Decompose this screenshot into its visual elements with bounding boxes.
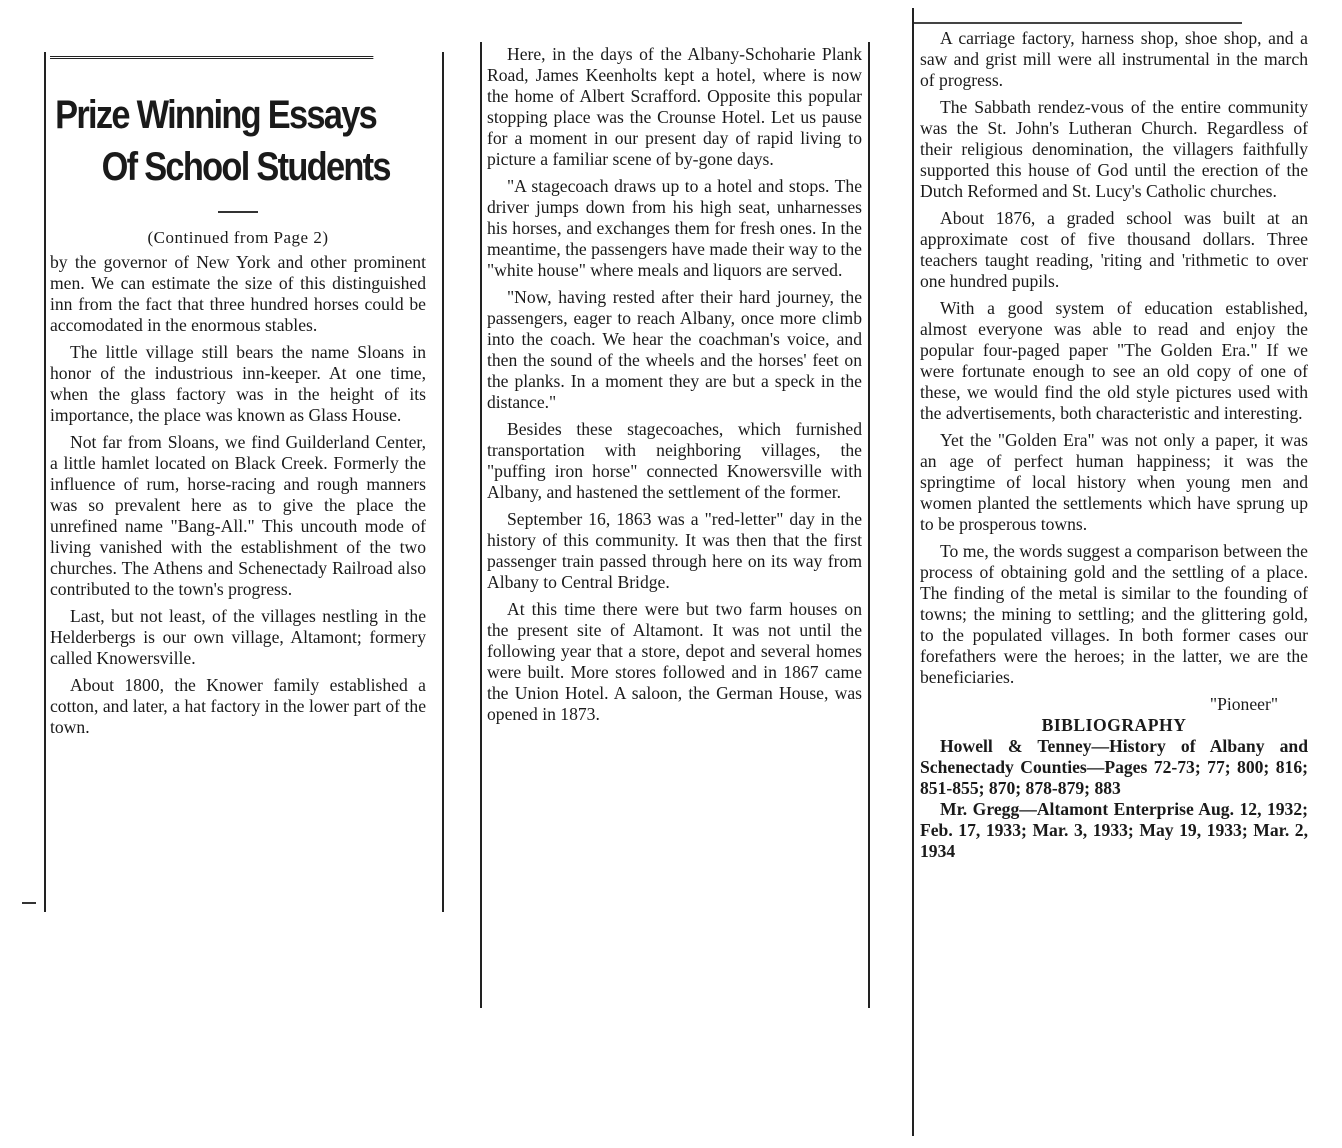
article-column-3 (912, 8, 1312, 1136)
paragraph: Besides these stagecoaches, which furnished transportation with neighboring villages, the "puffing iron horse" connected Knowersville with Albany, and hastened the settlement of the former. (487, 419, 862, 502)
headline-line-2: Of School Students (101, 145, 390, 189)
bibliography-entry: Mr. Gregg—Altamont Enterprise Aug. 12, 1932; Feb. 17, 1933; Mar. 3, 1933; May 19, 1933; Mar. 2, 1934 (920, 799, 1308, 861)
paragraph: At this time there were but two farm houses on the present site of Altamont. It was not until the following year that a store, depot and several homes were built. More stores followed and in 1867 came the Union Hotel. A saloon, the German House, was opened in 1873. (487, 599, 862, 724)
paragraph: A carriage factory, harness shop, shoe shop, and a saw and grist mill were all instrumental in the march of progress. (920, 28, 1308, 90)
column-top-rule (914, 8, 1242, 24)
paragraph: Not far from Sloans, we find Guilderland Center, a little hamlet located on Black Creek. Formerly the influence of rum, horse-racing and rough manners was so prevalent here as to give the place the unrefined name "Bang-All." This uncouth mode of living vanished with the establishment of the two churches. The Athens and Schenectady Railroad also contributed to the town's progress. (50, 432, 426, 599)
paragraph: Last, but not least, of the villages nestling in the Helderbergs is our own village, Altamont; formery called Knowersville. (50, 606, 426, 668)
paragraph: The Sabbath rendez-vous of the entire community was the St. John's Lutheran Church. Regardless of their religious denomination, the villagers faithfully supported this house of God until the erection of the Dutch Reformed and St. Lucy's Catholic churches. (920, 97, 1308, 201)
headline-line-1: Prize Winning Essays (55, 93, 377, 137)
bibliography-heading: BIBLIOGRAPHY (1041, 715, 1187, 735)
paragraph: About 1800, the Knower family established a cotton, and later, a hat factory in the lower part of the town. (50, 675, 426, 737)
paragraph: The little village still bears the name Sloans in honor of the industrious inn-keeper. At one time, when the glass factory was in the height of its importance, the place was known as Glass House. (50, 342, 426, 425)
paragraph: To me, the words suggest a comparison between the process of obtaining gold and the settling of a place. The finding of the metal is similar to the founding of towns; the mining to settling; and the glittering gold, to the populated villages. In both former cases our forefathers were the heroes; in the latter, we are the beneficiaries. (920, 541, 1308, 687)
paragraph: With a good system of education established, almost everyone was able to read and enjoy the popular four-paged paper "The Golden Era." If we were fortunate enough to see an old copy of one of these, we would find the old style pictures used with the advertisements, both characteristic and interesting. (920, 298, 1308, 423)
article-column-1 (44, 52, 444, 912)
paragraph: Here, in the days of the Albany-Schoharie Plank Road, James Keenholts kept a hotel, where is now the home of Albert Scrafford. Opposite this popular stopping place was the Crounse Hotel. Let us pause for a moment in our present day of rapid living to picture a familiar scene of by-gone days. (487, 44, 862, 169)
paragraph: by the governor of New York and other prominent men. We can estimate the size of this distinguished inn from the fact that three hundred horses could be accomodated in the enormous stables. (50, 252, 426, 335)
paragraph: "Now, having rested after their hard journey, the passengers, eager to reach Albany, once more climb into the coach. We hear the coachman's voice, and then the sound of the wheels and the horses' feet on the planks. In a moment they are but a speck in the distance." (487, 287, 862, 412)
article-column-2 (480, 42, 870, 1008)
margin-mark (22, 902, 36, 904)
paragraph: "A stagecoach draws up to a hotel and stops. The driver jumps down from his high seat, unharnesses his horses, and exchanges them for fresh ones. In the meantime, the passengers have made their way to the "white house" where meals and liquors are served. (487, 176, 862, 280)
headline-divider (218, 211, 258, 213)
author-signature: "Pioneer" (1209, 694, 1278, 714)
paragraph: About 1876, a graded school was built at an approximate cost of five thousand dollars. Three teachers taught reading, 'riting and 'rithmetic to over one hundred pupils. (920, 208, 1308, 291)
continued-note: (Continued from Page 2) (147, 228, 329, 247)
paragraph: Yet the "Golden Era" was not only a paper, it was an age of perfect human happiness; it was the springtime of local history when young men and women planted the settlements which have sprung up to be prosperous towns. (920, 430, 1308, 534)
bibliography-entry: Howell & Tenney—History of Albany and Schenectady Counties—Pages 72-73; 77; 800; 816; 851-855; 870; 878-879; 883 (920, 736, 1308, 798)
paragraph: September 16, 1863 was a "red-letter" day in the history of this community. It was then that the first passenger train passed through here on its way from Albany to Central Bridge. (487, 509, 862, 592)
headline (50, 56, 390, 193)
